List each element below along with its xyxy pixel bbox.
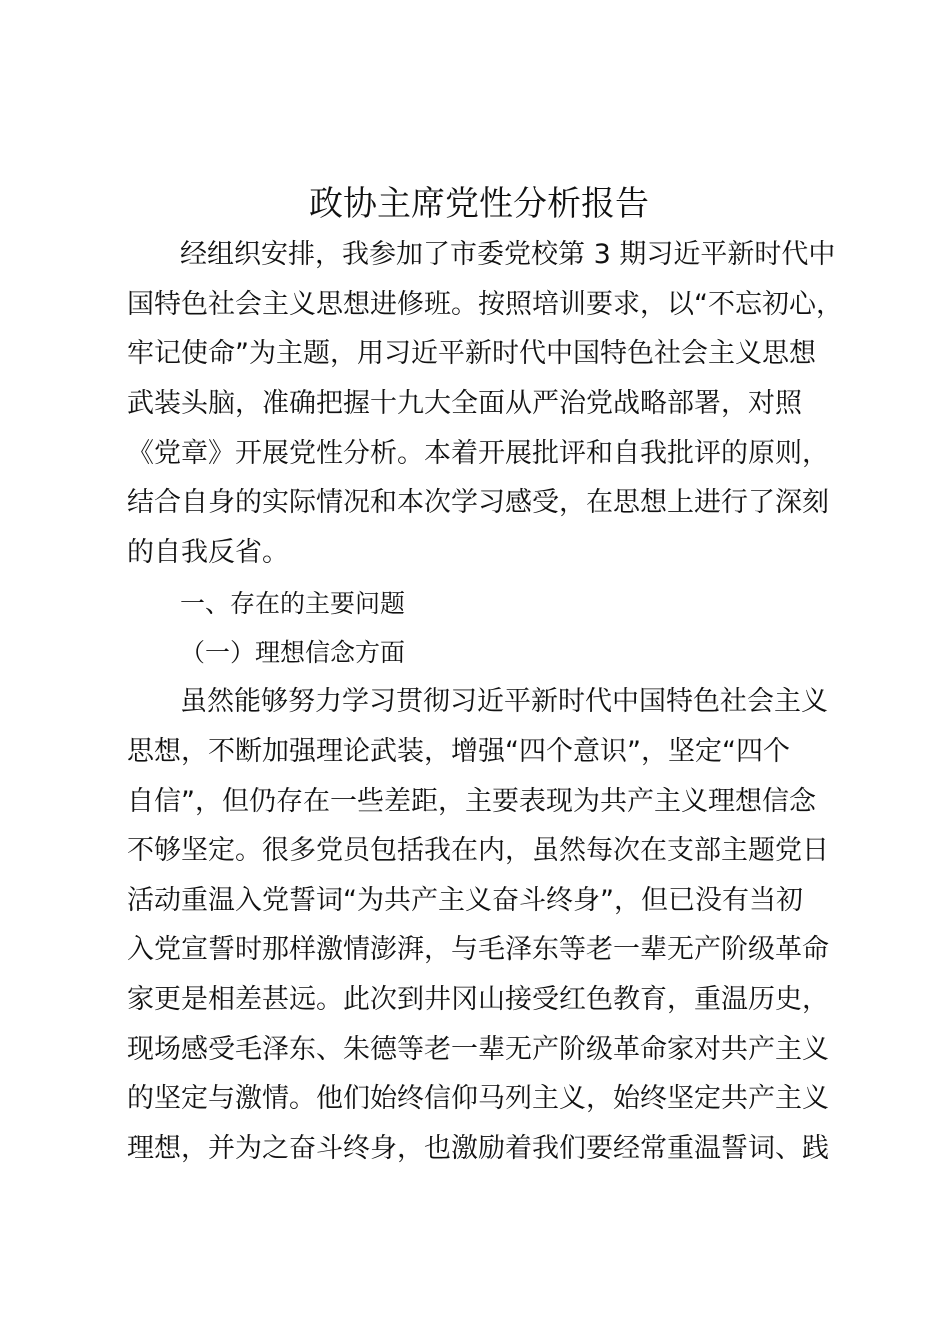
intro-line-5: 《党章》开展党性分析。本着开展批评和自我批评的原则， <box>127 438 829 469</box>
body-line-2: 思想，不断加强理论武装，增强“四个意识”，坚定“四个 <box>127 736 790 767</box>
body-line-5: 活动重温入党誓词“为共产主义奋斗终身”，但已没有当初 <box>127 885 803 916</box>
body-line-7: 家更是相差甚远。此次到井冈山接受红色教育，重温历史， <box>127 984 829 1015</box>
body-line-8: 现场感受毛泽东、朱德等老一辈无产阶级革命家对共产主义 <box>127 1034 829 1065</box>
intro-line-6: 结合自身的实际情况和本次学习感受，在思想上进行了深刻 <box>127 487 829 518</box>
intro-line-4: 武装头脑，准确把握十九大全面从严治党战略部署，对照 <box>127 388 802 419</box>
document-title: 政协主席党性分析报告 <box>309 184 649 224</box>
body-line-1: 虽然能够努力学习贯彻习近平新时代中国特色社会主义 <box>180 686 828 717</box>
body-line-4: 不够坚定。很多党员包括我在内，虽然每次在支部主题党日 <box>127 835 829 866</box>
intro-line-1: 经组织安排，我参加了市委党校第 3 期习近平新时代中 <box>180 239 836 270</box>
body-line-9: 的坚定与激情。他们始终信仰马列主义，始终坚定共产主义 <box>127 1083 829 1114</box>
body-line-6: 入党宣誓时那样激情澎湃，与毛泽东等老一辈无产阶级革命 <box>127 934 829 965</box>
intro-line-3: 牢记使命”为主题，用习近平新时代中国特色社会主义思想 <box>127 338 816 369</box>
intro-line-7: 的自我反省。 <box>127 537 289 568</box>
section-heading: 一、存在的主要问题 <box>180 589 406 618</box>
body-line-10: 理想，并为之奋斗终身，也激励着我们要经常重温誓词、践 <box>127 1133 829 1164</box>
subsection-heading: （一）理想信念方面 <box>180 638 406 667</box>
body-line-3: 自信”，但仍存在一些差距，主要表现为共产主义理想信念 <box>127 786 816 817</box>
intro-line-2: 国特色社会主义思想进修班。按照培训要求，以“不忘初心， <box>127 289 843 320</box>
